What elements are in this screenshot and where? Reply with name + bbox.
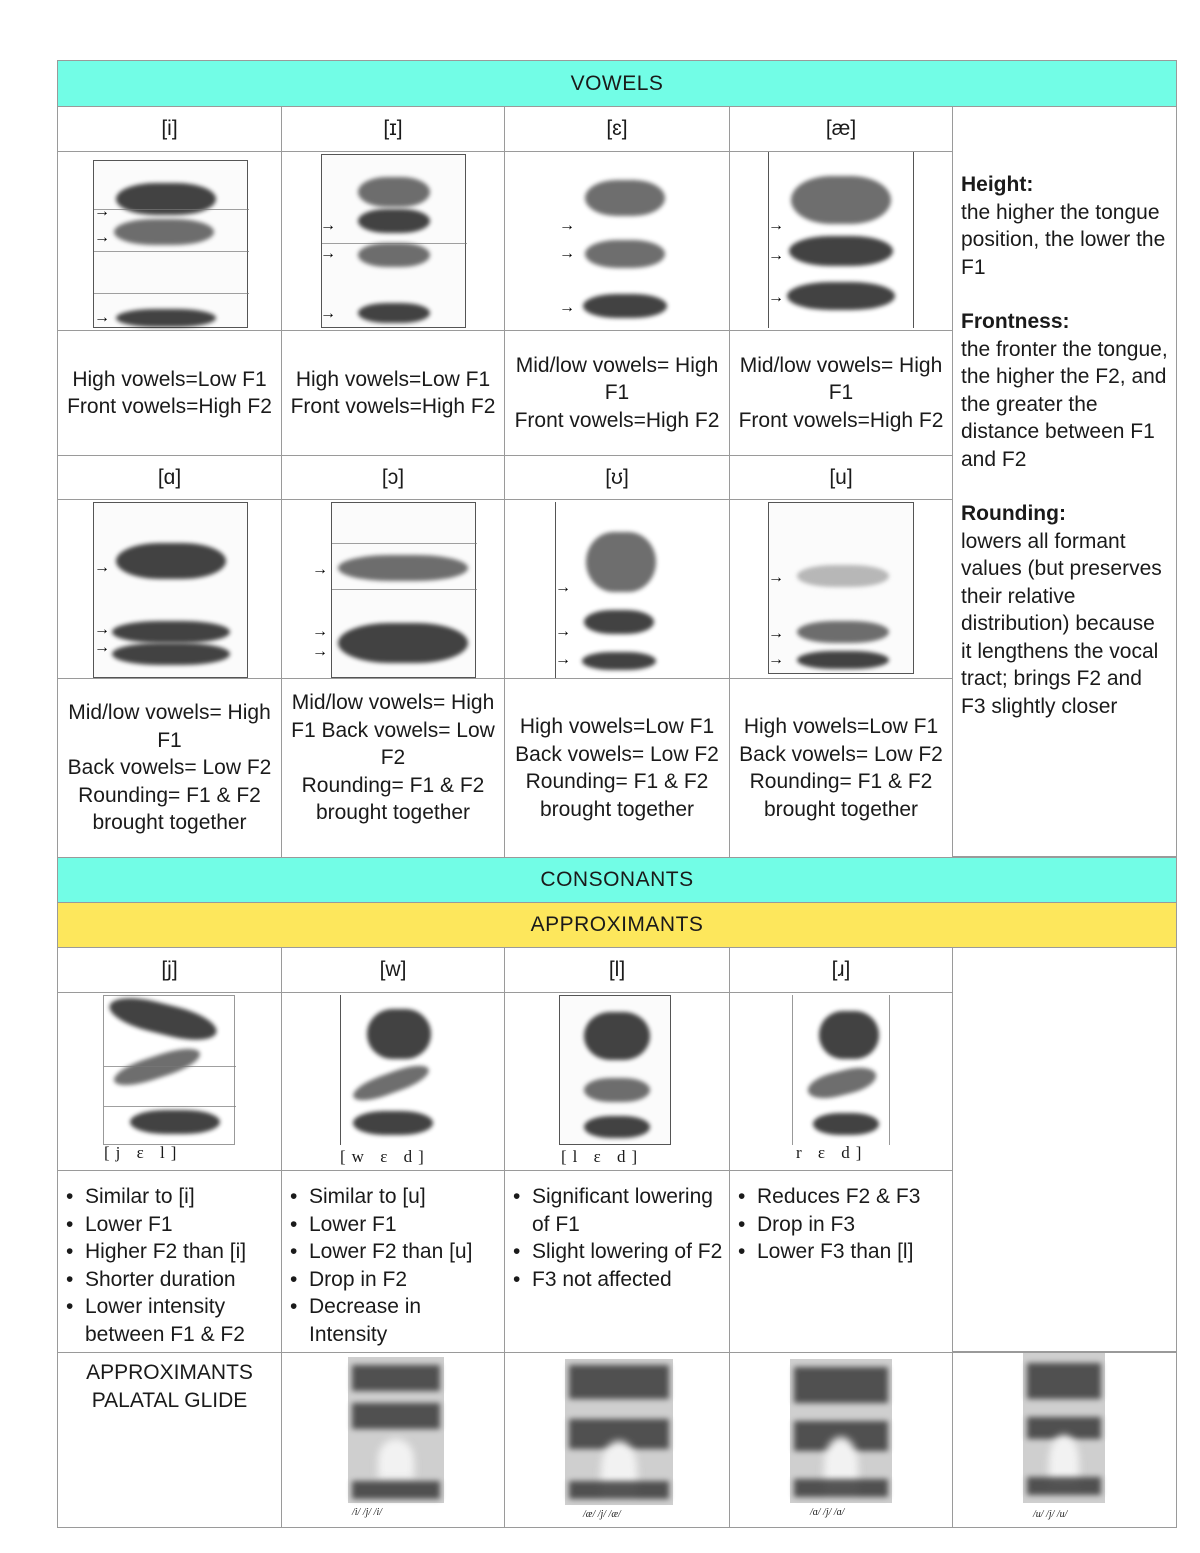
vowel-symbol-ae: [æ]	[729, 106, 953, 152]
approximants-header: APPROXIMANTS	[57, 902, 1177, 948]
spectrogram-u-cell	[729, 499, 953, 679]
spectrogram-j	[103, 995, 235, 1145]
approx-bullets-r	[729, 1170, 953, 1353]
rounding-title: Rounding:	[961, 502, 1066, 525]
vowel-symbol-u: [u]	[729, 455, 953, 500]
approx-bullets-w	[281, 1170, 505, 1353]
spectrogram-w	[340, 995, 448, 1145]
arrow-f2-icon: →	[555, 623, 571, 640]
spectrogram-j-cell	[57, 992, 282, 1171]
spectrogram-upsilon	[555, 502, 685, 678]
approx-symbol-r: [ɹ]	[729, 947, 953, 993]
spectrogram-script-a-cell	[57, 499, 282, 679]
vowel-desc-open-o: Mid/low vowels= High F1 Back vowels= Low F2 Rounding= F1 & F2 brought together	[281, 678, 505, 858]
approx-empty-column	[952, 947, 1177, 1352]
height-text: the higher the tongue position, the lower the F1	[961, 200, 1166, 279]
glide-label: APPROXIMANTS PALATAL GLIDE	[57, 1352, 282, 1528]
arrow-f3-icon: →	[768, 569, 784, 586]
spectrogram-open-o	[331, 502, 476, 678]
vowel-side-notes	[952, 106, 1177, 857]
vowels-header: VOWELS	[57, 60, 1177, 107]
spectrogram-l-cell	[504, 992, 730, 1171]
arrow-f2-icon: →	[94, 621, 110, 638]
vowel-symbol-open-o: [ɔ]	[281, 455, 505, 500]
spectrogram-l-caption: [l ɛ d]	[561, 1147, 644, 1166]
spectrogram-epsilon	[565, 162, 685, 328]
vowel-symbol-upsilon: [ʊ]	[504, 455, 730, 500]
spectrogram-j-caption: [j ɛ l]	[104, 1143, 183, 1162]
list-item: • Similar to [u]	[290, 1183, 498, 1211]
arrow-f2-icon: →	[312, 623, 328, 640]
list-item: • Higher F2 than [i]	[66, 1238, 275, 1266]
frontness-title: Frontness:	[961, 310, 1070, 333]
vowel-symbol-script-a: [ɑ]	[57, 455, 282, 500]
vowel-desc-i: High vowels=Low F1 Front vowels=High F2	[57, 330, 282, 456]
vowel-desc-u: High vowels=Low F1 Back vowels= Low F2 Rounding= F1 & F2 brought together	[729, 678, 953, 858]
frontness-text: the fronter the tongue, the higher the F2, and the greater the distance between F1 and F2	[961, 337, 1168, 471]
arrow-f1-icon: →	[768, 289, 784, 306]
spectrogram-r	[792, 995, 890, 1145]
arrow-f1-icon: →	[559, 299, 575, 316]
glide-spectrogram-i-cell	[281, 1352, 505, 1528]
list-item: • Similar to [i]	[66, 1183, 275, 1211]
glide-spectrogram-i	[348, 1357, 444, 1503]
list-item: • Lower F2 than [u]	[290, 1238, 498, 1266]
spectrogram-l	[559, 995, 671, 1145]
spectrogram-i-cell	[57, 151, 282, 331]
arrow-f1-icon: →	[312, 643, 328, 660]
glide-spectrogram-u	[1023, 1353, 1105, 1503]
arrow-f1-icon: →	[94, 309, 110, 326]
spectrogram-small-i	[321, 154, 466, 328]
arrow-f2-icon: →	[320, 245, 336, 262]
vowel-desc-ae: Mid/low vowels= High F1 Front vowels=High F2	[729, 330, 953, 456]
vowel-desc-small-i: High vowels=Low F1 Front vowels=High F2	[281, 330, 505, 456]
rounding-text: lowers all formant values (but preserves their relative distribution) because it lengthens the vocal tract; brings F2 and F3 slightly closer	[961, 529, 1162, 718]
spectrogram-small-i-cell	[281, 151, 505, 331]
vowel-desc-script-a: Mid/low vowels= High F1 Back vowels= Low F2 Rounding= F1 & F2 brought together	[57, 678, 282, 858]
spectrogram-w-caption: [w ɛ d]	[340, 1147, 430, 1166]
glide-caption-script-a: /ɑ/ /j/ /ɑ/	[810, 1507, 845, 1518]
spectrogram-open-o-cell	[281, 499, 505, 679]
approx-bullets-l	[504, 1170, 730, 1353]
arrow-f1-icon: →	[768, 651, 784, 668]
list-item: • Lower F1	[290, 1211, 498, 1239]
arrow-f3-icon: →	[555, 579, 571, 596]
spectrogram-w-cell	[281, 992, 505, 1171]
vowel-symbol-epsilon: [ɛ]	[504, 106, 730, 152]
spectrogram-r-cell	[729, 992, 953, 1171]
spectrogram-i	[93, 160, 248, 328]
approx-bullets-j	[57, 1170, 282, 1353]
approx-symbol-j: [j]	[57, 947, 282, 993]
list-item: • F3 not affected	[513, 1266, 723, 1294]
arrow-f3-icon: →	[768, 217, 784, 234]
glide-spectrogram-script-a-cell	[729, 1352, 953, 1528]
glide-caption-ae: /æ/ /j/ /æ/	[583, 1509, 621, 1520]
arrow-f1-icon: →	[555, 651, 571, 668]
glide-spectrogram-ae	[565, 1359, 673, 1505]
list-item: • Significant lowering of F1	[513, 1183, 723, 1238]
approx-symbol-l: [l]	[504, 947, 730, 993]
spectrogram-ae-cell	[729, 151, 953, 331]
vowel-desc-upsilon: High vowels=Low F1 Back vowels= Low F2 Rounding= F1 & F2 brought together	[504, 678, 730, 858]
arrow-f3-icon: →	[320, 217, 336, 234]
spectrogram-upsilon-cell	[504, 499, 730, 679]
arrow-f2-icon: →	[768, 247, 784, 264]
arrow-f2-icon: →	[94, 229, 110, 246]
arrow-f2-icon: →	[559, 245, 575, 262]
glide-spectrogram-script-a	[790, 1359, 892, 1503]
spectrogram-r-caption: r ɛ d]	[796, 1143, 868, 1162]
list-item: • Slight lowering of F2	[513, 1238, 723, 1266]
spectrogram-ae	[768, 152, 914, 328]
list-item: • Shorter duration	[66, 1266, 275, 1294]
arrow-f3-icon: →	[94, 559, 110, 576]
height-title: Height:	[961, 173, 1034, 196]
list-item: • Lower intensity between F1 & F2	[66, 1293, 275, 1348]
arrow-f2-icon: →	[768, 625, 784, 642]
list-item: • Lower F1	[66, 1211, 275, 1239]
glide-caption-u: /u/ /j/ /u/	[1033, 1509, 1068, 1520]
list-item: • Drop in F3	[738, 1211, 946, 1239]
glide-spectrogram-ae-cell	[504, 1352, 730, 1528]
list-item: • Decrease in Intensity	[290, 1293, 498, 1348]
arrow-f3-icon: →	[559, 217, 575, 234]
arrow-f1-icon: →	[94, 639, 110, 656]
arrow-f1-icon: →	[320, 305, 336, 322]
list-item: • Lower F3 than [l]	[738, 1238, 946, 1266]
spectrogram-epsilon-cell	[504, 151, 730, 331]
glide-spectrogram-u-cell	[952, 1352, 1177, 1528]
list-item: • Drop in F2	[290, 1266, 498, 1294]
arrow-f3-icon: →	[312, 561, 328, 578]
consonants-header: CONSONANTS	[57, 857, 1177, 903]
vowel-symbol-small-i: [ɪ]	[281, 106, 505, 152]
vowel-symbol-i: [i]	[57, 106, 282, 152]
approx-symbol-w: [w]	[281, 947, 505, 993]
arrow-f3-icon: →	[94, 203, 110, 220]
glide-caption-i: /i/ /j/ /i/	[352, 1507, 383, 1518]
list-item: • Reduces F2 & F3	[738, 1183, 946, 1211]
spectrogram-script-a	[93, 502, 248, 678]
vowel-desc-epsilon: Mid/low vowels= High F1 Front vowels=High F2	[504, 330, 730, 456]
spectrogram-u	[768, 502, 914, 674]
